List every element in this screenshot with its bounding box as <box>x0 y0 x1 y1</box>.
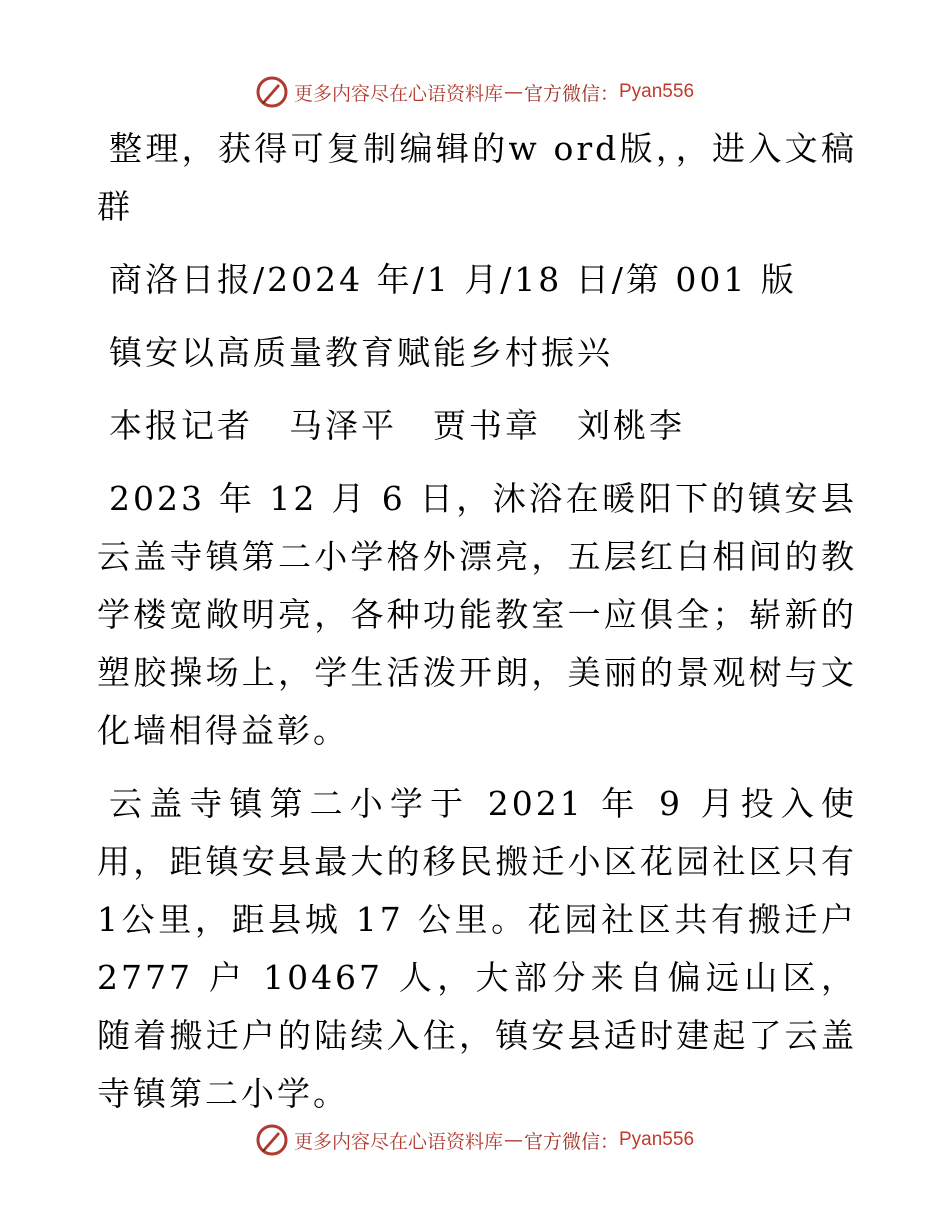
quill-pen-logo-icon <box>256 1124 288 1156</box>
watermark-wechat-id: Pyan556 <box>619 1129 695 1150</box>
newspaper-source-line: 商洛日报/2024 年/1 月/18 日/第 001 版 <box>109 260 797 299</box>
article-paragraph: 2023 年 12 月 6 日，沐浴在暖阳下的镇安县云盖寺镇第二小学格外漂亮，五层红白相间的教学楼宽敞明亮，各种功能教室一应俱全；崭新的塑胶操场上，学生活泼开朗，美丽的景观树与文化墙相得益彰。 <box>97 479 857 750</box>
intro-note: 整理，获得可复制编辑的w ord版，，进入文稿群 <box>97 129 857 226</box>
watermark-dash: — <box>503 1129 523 1151</box>
watermark-site-text: 更多内容尽在心语资料库 <box>293 1130 503 1153</box>
article-paragraph: 云盖寺镇第二小学于 2021 年 9 月投入使用，距镇安县最大的移民搬迁小区花园社区只有 1公里，距县城 17 公里。花园社区共有搬迁户 2777 户 10467 人，大部分来自偏远山区，随着搬迁户的陆续入住，镇安县适时建起了云盖寺镇第二小学。 <box>97 784 857 1113</box>
watermark-site-text: 更多内容尽在心语资料库 <box>293 82 503 105</box>
watermark-label: 官方微信： <box>523 1130 619 1153</box>
watermark-wechat-id: Pyan556 <box>619 81 695 102</box>
watermark-dash: — <box>503 81 523 103</box>
quill-pen-logo-icon <box>256 76 288 108</box>
article-byline: 本报记者 马泽平 贾书章 刘桃李 <box>109 406 685 445</box>
document-body <box>97 120 857 1138</box>
watermark-label: 官方微信： <box>523 82 619 105</box>
footer-watermark <box>0 1120 950 1160</box>
article-headline: 镇安以高质量教育赋能乡村振兴 <box>109 333 613 372</box>
header-watermark <box>0 72 950 112</box>
